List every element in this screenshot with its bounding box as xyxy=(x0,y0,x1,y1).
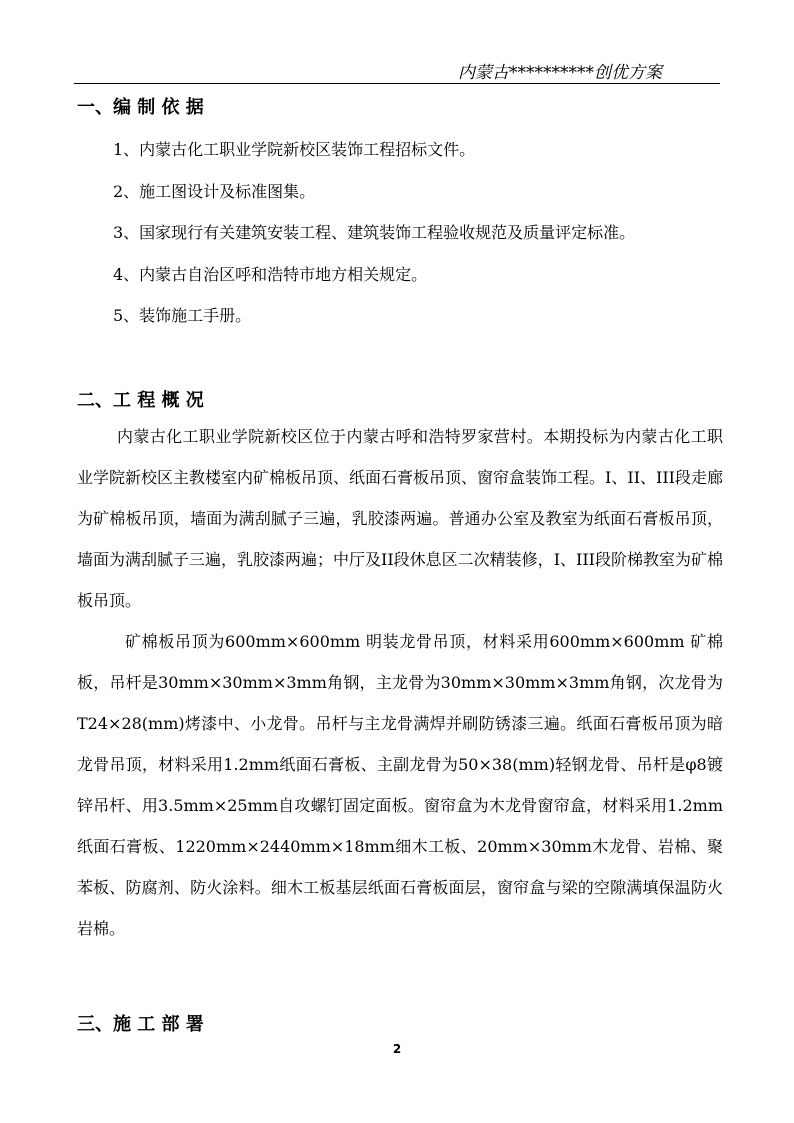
basis-item-1: 1、内蒙古化工职业学院新校区装饰工程招标文件。 xyxy=(113,140,476,159)
basis-item-4: 4、内蒙古自治区呼和浩特市地方相关规定。 xyxy=(113,265,428,284)
basis-item-3: 3、国家现行有关建筑安装工程、建筑装饰工程验收规范及质量评定标准。 xyxy=(113,223,636,242)
basis-item-2: 2、施工图设计及标准图集。 xyxy=(113,182,316,201)
section-2-heading: 二、工 程 概 况 xyxy=(77,390,204,411)
section-1-heading: 一、编 制 依 据 xyxy=(77,97,204,118)
basis-item-5: 5、装饰施工手册。 xyxy=(113,306,252,325)
header-rule xyxy=(74,83,720,84)
overview-paragraph-2: 矿棉板吊顶为600mm×600mm 明装龙骨吊顶，材料采用600mm×600mm 矿棉板，吊杆是30mm×30mm×3mm角钢，主龙骨为30mm×30mm×3mm角钢，次龙骨为T24×28(mm)烤漆中、小龙骨。吊杆与主龙骨满焊并刷防锈漆三遍。纸面石膏板吊顶为暗龙骨吊顶，材料采用1.2mm纸面石膏板、主副龙骨为50×38(mm)轻钢龙骨、吊杆是φ8镀锌吊杆、用3.5mm×25mm自攻螺钉固定面板。窗帘盒为木龙骨窗帘盒，材料采用1.2mm纸面石膏板、1220mm×2440mm×18mm细木工板、20mm×30mm木龙骨、岩棉、聚苯板、防腐剂、防火涂料。细木工板基层纸面石膏板面层，窗帘盒与梁的空隙满填保温防火岩棉。 xyxy=(77,632,723,938)
page-number: 2 xyxy=(392,1042,402,1056)
section-3-heading: 三、施 工 部 署 xyxy=(77,1014,204,1035)
header-title: 内蒙古**********创优方案 xyxy=(458,63,662,83)
overview-paragraph-1: 内蒙古化工职业学院新校区位于内蒙古呼和浩特罗家营村。本期投标为内蒙古化工职业学院新校区主教楼室内矿棉板吊顶、纸面石膏板吊顶、窗帘盒装饰工程。I、II、III段走廊为矿棉板吊顶，墙面为满刮腻子三遍，乳胶漆两遍。普通办公室及教室为纸面石膏板吊顶，墙面为满刮腻子三遍，乳胶漆两遍；中厅及II段休息区二次精装修，I、III段阶梯教室为矿棉板吊顶。 xyxy=(77,427,723,610)
